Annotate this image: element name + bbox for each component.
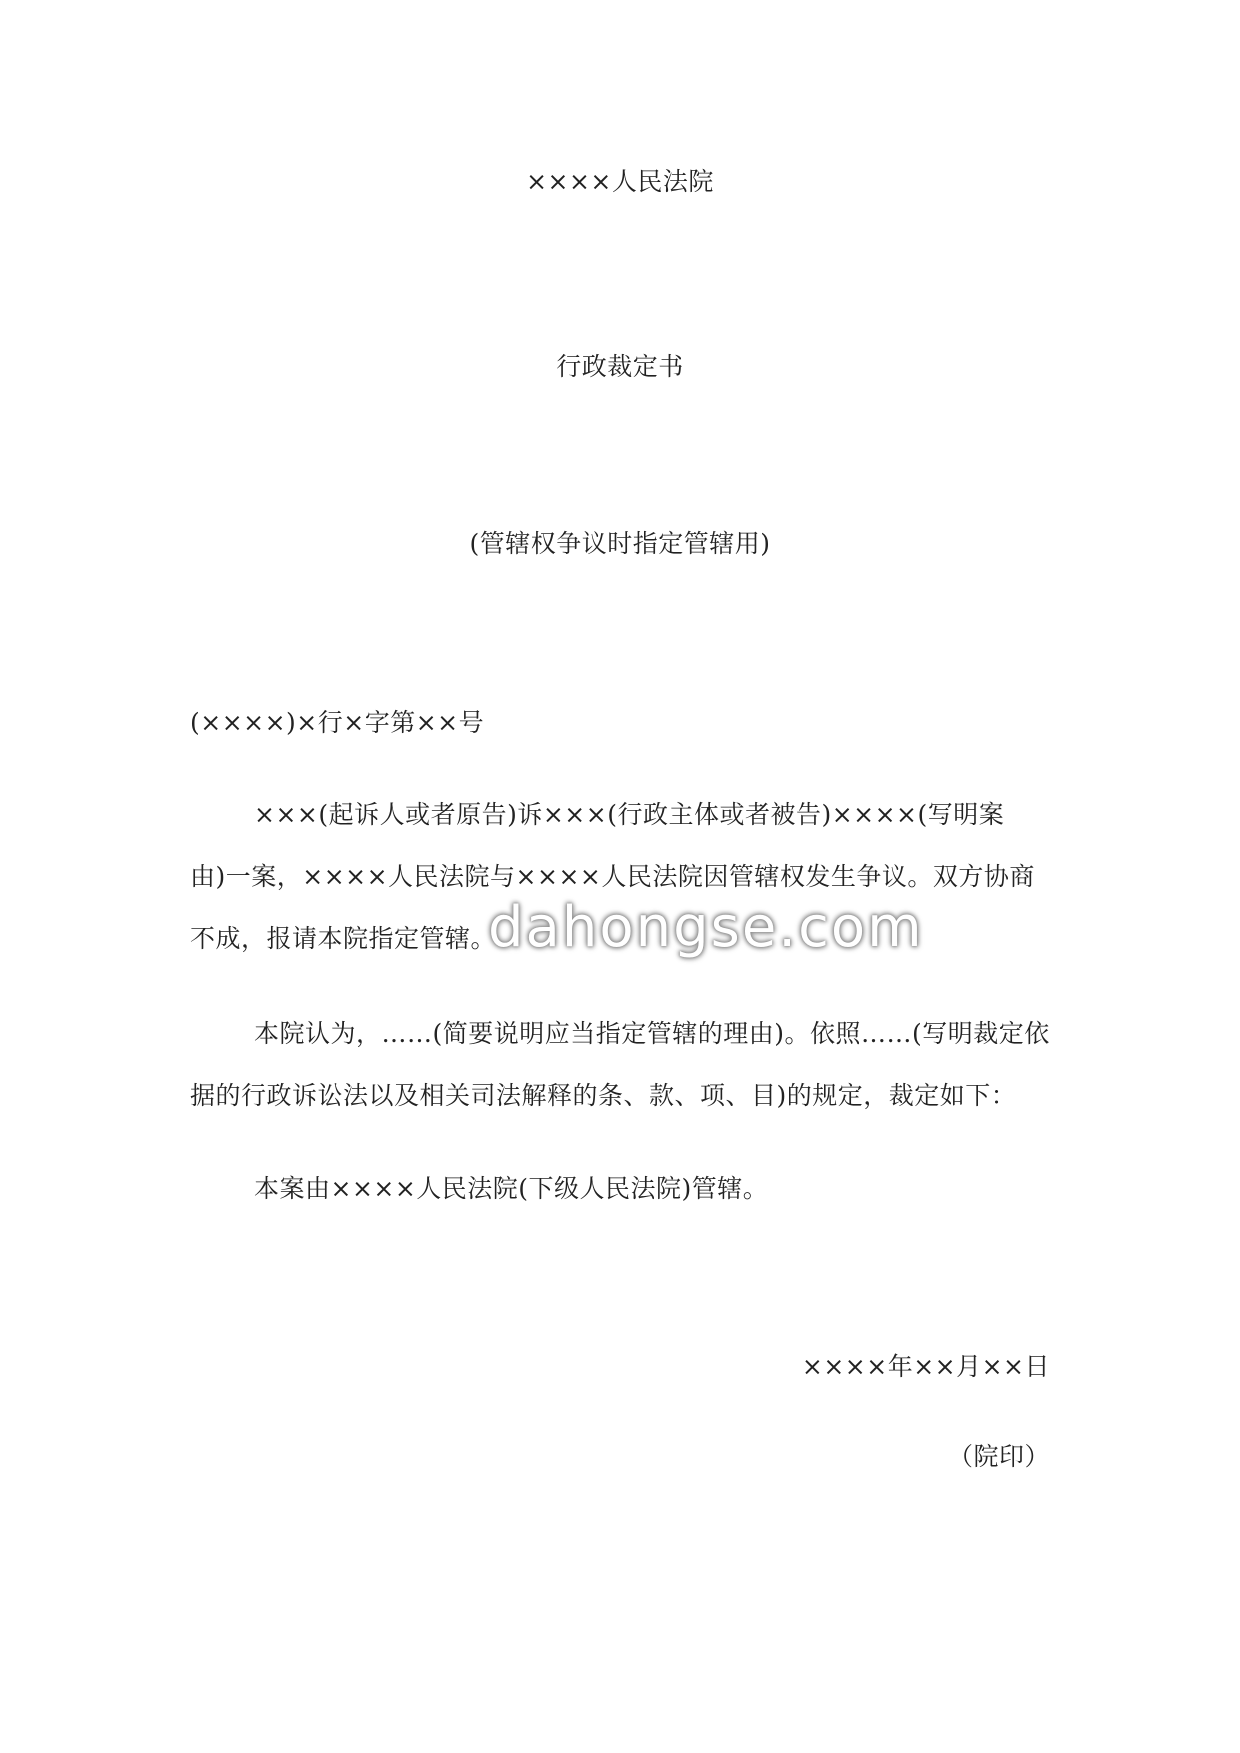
document-subtitle: (管辖权争议时指定管辖用)	[469, 529, 771, 558]
paragraph1-line3: 不成，报请本院指定管辖。	[190, 924, 497, 953]
paragraph1-line1: ×××(起诉人或者原告)诉×××(行政主体或者被告)××××(写明案	[254, 800, 1005, 829]
document-title: 行政裁定书	[556, 352, 684, 381]
paragraph2-line1: 本院认为，……(简要说明应当指定管辖的理由)。依照……(写明裁定依	[254, 1019, 1050, 1048]
court-seal: （院印）	[947, 1442, 1050, 1471]
paragraph1-line2: 由)一案，××××人民法院与××××人民法院因管辖权发生争议。双方协商	[190, 862, 1035, 891]
paragraph3-line1: 本案由××××人民法院(下级人民法院)管辖。	[254, 1174, 769, 1203]
case-number: (××××)×行×字第××号	[190, 708, 485, 737]
watermark: dahongse.com	[488, 895, 924, 960]
paragraph2-line2: 据的行政诉讼法以及相关司法解释的条、款、项、目)的规定，裁定如下：	[190, 1081, 1017, 1110]
court-name: ××××人民法院	[526, 167, 714, 196]
document-date: ××××年××月××日	[801, 1352, 1050, 1381]
